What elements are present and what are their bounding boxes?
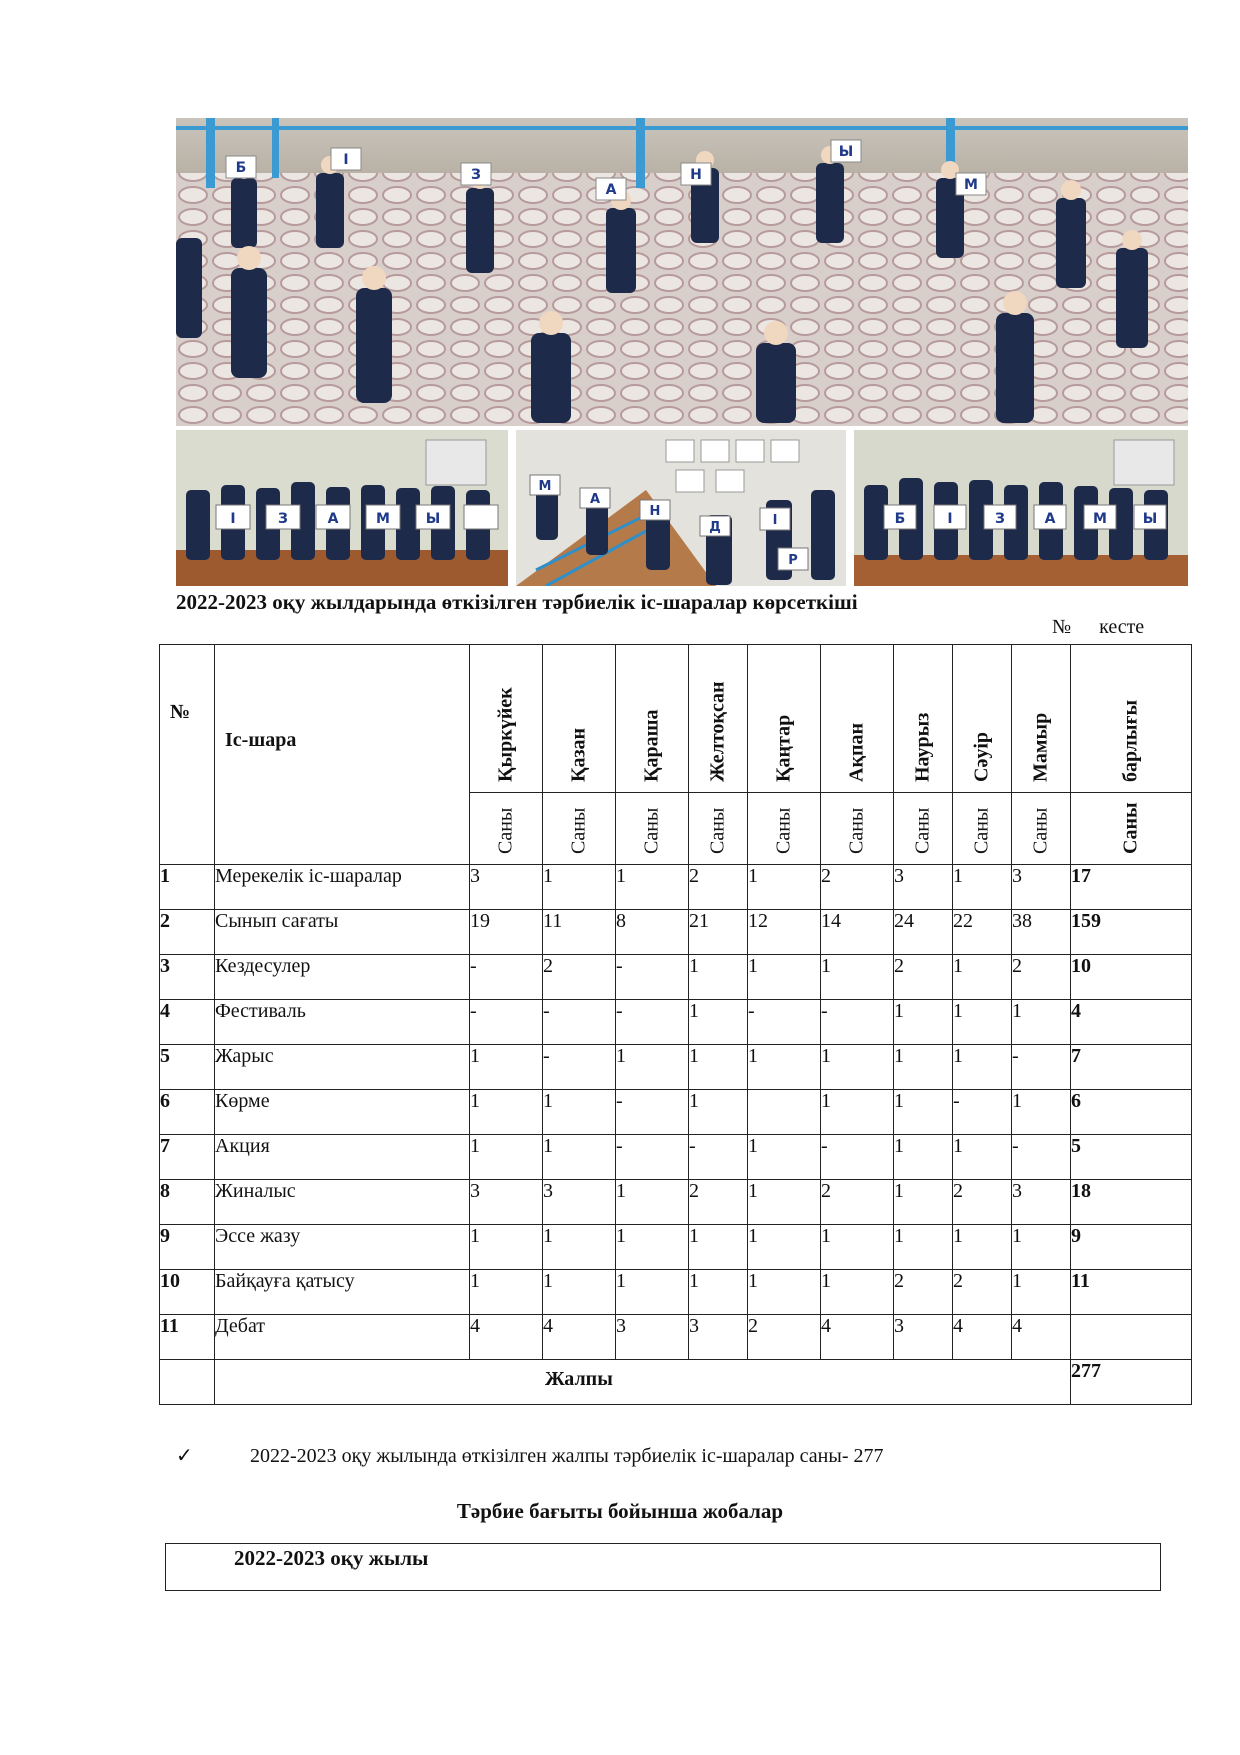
month-count: 1	[470, 1135, 543, 1180]
month-count: 1	[748, 955, 821, 1000]
month-count: -	[616, 1090, 689, 1135]
sign-letter: М	[964, 177, 978, 193]
month-count: 1	[894, 1135, 953, 1180]
month-count: 3	[894, 1315, 953, 1360]
count-label: Саны	[894, 793, 953, 865]
row-total: 9	[1071, 1225, 1192, 1270]
table-word: кесте	[1099, 616, 1145, 638]
summary-line	[176, 1443, 883, 1468]
table-caption: 2022-2023 оқу жылдарында өткізілген тәрбиелік іс-шаралар көрсеткіші	[176, 590, 858, 614]
month-count: -	[821, 1000, 894, 1045]
event-name: Эссе жазу	[215, 1225, 470, 1270]
header-month: Қараша	[616, 645, 689, 793]
row-number: 10	[160, 1270, 215, 1315]
row-number: 7	[160, 1135, 215, 1180]
month-count: -	[616, 1000, 689, 1045]
month-count: 1	[748, 865, 821, 910]
month-count: -	[689, 1135, 748, 1180]
month-count: -	[616, 955, 689, 1000]
row-number: 1	[160, 865, 215, 910]
month-count: -	[953, 1090, 1012, 1135]
month-count: 1	[821, 1045, 894, 1090]
table-row	[160, 1315, 1192, 1360]
header-month: Қыркүйек	[470, 645, 543, 793]
header-month: Наурыз	[894, 645, 953, 793]
table-row	[160, 1225, 1192, 1270]
projects-title: Тәрбие бағыты бойынша жобалар	[456, 1499, 784, 1523]
month-count: 2	[543, 955, 616, 1000]
month-count: 21	[689, 910, 748, 955]
month-count: 1	[748, 1270, 821, 1315]
month-count: 1	[953, 1045, 1012, 1090]
header-month: Ақпан	[821, 645, 894, 793]
table-number-label	[1052, 616, 1144, 639]
sign-letter: М	[538, 479, 552, 494]
month-count: 1	[894, 1180, 953, 1225]
row-total: 11	[1071, 1270, 1192, 1315]
event-name: Фестиваль	[215, 1000, 470, 1045]
month-count: 1	[470, 1045, 543, 1090]
header-month: Қаңтар	[748, 645, 821, 793]
sign-letter: А	[605, 182, 617, 198]
sign-letter: М	[1093, 511, 1107, 527]
row-number: 8	[160, 1180, 215, 1225]
month-count: 2	[894, 955, 953, 1000]
row-number: 6	[160, 1090, 215, 1135]
count-label: Саны	[953, 793, 1012, 865]
row-total: 5	[1071, 1135, 1192, 1180]
row-total: 18	[1071, 1180, 1192, 1225]
month-count: 1	[1012, 1225, 1071, 1270]
month-count: 2	[821, 865, 894, 910]
month-count: 1	[894, 1000, 953, 1045]
month-count: 12	[748, 910, 821, 955]
count-label: Саны	[1012, 793, 1071, 865]
month-count: 2	[689, 1180, 748, 1225]
event-name: Байқауға қатысу	[215, 1270, 470, 1315]
row-number: 5	[160, 1045, 215, 1090]
table-row	[160, 1045, 1192, 1090]
row-total: 17	[1071, 865, 1192, 910]
month-count: 1	[616, 1225, 689, 1270]
row-number: 3	[160, 955, 215, 1000]
month-count: -	[1012, 1135, 1071, 1180]
row-number: 9	[160, 1225, 215, 1270]
sign-letter: Д	[709, 520, 721, 535]
header-number: №	[160, 645, 215, 865]
year-box-label: 2022-2023 оқу жылы	[234, 1546, 429, 1570]
month-count: 1	[689, 955, 748, 1000]
row-number: 11	[160, 1315, 215, 1360]
month-count: 1	[1012, 1000, 1071, 1045]
month-count: 19	[470, 910, 543, 955]
header-month: Сәуір	[953, 645, 1012, 793]
month-count: 3	[470, 1180, 543, 1225]
table-row	[160, 1000, 1192, 1045]
table-row	[160, 1090, 1192, 1135]
month-count: 8	[616, 910, 689, 955]
month-count: 3	[1012, 865, 1071, 910]
number-symbol: №	[1052, 616, 1072, 638]
month-count: 1	[616, 1270, 689, 1315]
event-name: Жарыс	[215, 1045, 470, 1090]
month-count: 22	[953, 910, 1012, 955]
summary-text: 2022-2023 оқу жылында өткізілген жалпы тәрбиелік іс-шаралар саны- 277	[250, 1445, 884, 1467]
month-count: 1	[953, 1225, 1012, 1270]
sign-letter: Ы	[1142, 511, 1158, 527]
sign-letter: М	[376, 511, 390, 527]
row-number: 4	[160, 1000, 215, 1045]
month-count: 1	[748, 1225, 821, 1270]
row-total: 10	[1071, 955, 1192, 1000]
month-count: 1	[543, 1270, 616, 1315]
month-count: 4	[821, 1315, 894, 1360]
month-count: 1	[953, 865, 1012, 910]
month-count: 1	[894, 1045, 953, 1090]
month-count: 1	[821, 1090, 894, 1135]
sign-letter: І	[947, 511, 953, 527]
month-count: 1	[543, 1135, 616, 1180]
month-count: 2	[821, 1180, 894, 1225]
count-label-total: Саны	[1071, 793, 1192, 865]
month-count: 1	[1012, 1090, 1071, 1135]
sign-letter: Н	[690, 167, 702, 183]
month-count: -	[543, 1000, 616, 1045]
month-count: 1	[689, 1270, 748, 1315]
month-count: 3	[894, 865, 953, 910]
month-count: 1	[748, 1180, 821, 1225]
month-count: 1	[894, 1225, 953, 1270]
month-count: 38	[1012, 910, 1071, 955]
month-count: -	[748, 1000, 821, 1045]
row-number: 2	[160, 910, 215, 955]
month-count: 4	[470, 1315, 543, 1360]
month-count	[748, 1090, 821, 1135]
month-count: 1	[689, 1090, 748, 1135]
grand-total-value: 277	[1071, 1360, 1192, 1405]
month-count: 1	[953, 1000, 1012, 1045]
month-count: 1	[543, 865, 616, 910]
sign-letter: І	[772, 513, 778, 528]
month-count: 2	[894, 1270, 953, 1315]
month-count: 1	[616, 1045, 689, 1090]
header-event: Іс-шара	[215, 645, 470, 865]
sign-letter: З	[278, 511, 288, 527]
month-count: 3	[616, 1315, 689, 1360]
month-count: 1	[543, 1225, 616, 1270]
month-count: 4	[1012, 1315, 1071, 1360]
table-row	[160, 1180, 1192, 1225]
month-count: 1	[689, 1000, 748, 1045]
header-total: барлығы	[1071, 645, 1192, 793]
month-count: 1	[543, 1090, 616, 1135]
month-count: 14	[821, 910, 894, 955]
month-count: 1	[748, 1135, 821, 1180]
table-row	[160, 865, 1192, 910]
month-count: 1	[953, 1135, 1012, 1180]
month-count: 3	[689, 1315, 748, 1360]
sign-letter: А	[327, 511, 339, 527]
school-yard-photo	[176, 118, 1188, 426]
month-count: 1	[748, 1045, 821, 1090]
month-count: 2	[689, 865, 748, 910]
event-name: Кездесулер	[215, 955, 470, 1000]
month-count: 2	[1012, 955, 1071, 1000]
event-name: Көрме	[215, 1090, 470, 1135]
month-count: -	[616, 1135, 689, 1180]
month-count: 3	[470, 865, 543, 910]
count-label: Саны	[616, 793, 689, 865]
count-label: Саны	[470, 793, 543, 865]
month-count: -	[470, 955, 543, 1000]
month-count: -	[470, 1000, 543, 1045]
month-count: 2	[748, 1315, 821, 1360]
month-count: 11	[543, 910, 616, 955]
month-count: 4	[543, 1315, 616, 1360]
row-total: 4	[1071, 1000, 1192, 1045]
month-count: 1	[821, 1270, 894, 1315]
month-count: -	[821, 1135, 894, 1180]
grand-total-row	[160, 1360, 1192, 1405]
sign-letter: З	[471, 167, 481, 183]
sign-letter: І	[230, 511, 236, 527]
month-count: 1	[470, 1225, 543, 1270]
header-month: Мамыр	[1012, 645, 1071, 793]
month-count: 1	[821, 955, 894, 1000]
month-count: 2	[953, 1180, 1012, 1225]
count-label: Саны	[748, 793, 821, 865]
month-count: -	[1012, 1045, 1071, 1090]
month-count: 1	[894, 1090, 953, 1135]
event-name: Акция	[215, 1135, 470, 1180]
month-count: 3	[543, 1180, 616, 1225]
events-table	[159, 644, 1192, 1405]
sign-letter: Ы	[425, 511, 441, 527]
sign-letter: І	[343, 152, 349, 168]
month-count: 1	[1012, 1270, 1071, 1315]
table-row	[160, 955, 1192, 1000]
header-month: Қазан	[543, 645, 616, 793]
month-count: 4	[953, 1315, 1012, 1360]
month-count: 1	[616, 1180, 689, 1225]
table-header-row	[160, 645, 1192, 793]
row-total	[1071, 1315, 1192, 1360]
row-total: 159	[1071, 910, 1192, 955]
month-count: 1	[470, 1090, 543, 1135]
month-count: 3	[1012, 1180, 1071, 1225]
month-count: 1	[821, 1225, 894, 1270]
sign-letter: А	[589, 492, 601, 507]
month-count: 1	[689, 1225, 748, 1270]
month-count: 2	[953, 1270, 1012, 1315]
sign-letter: З	[995, 511, 1005, 527]
sign-letter: Ы	[838, 144, 854, 160]
year-box	[165, 1543, 1161, 1591]
checkmark-icon: ✓	[176, 1445, 193, 1467]
count-label: Саны	[689, 793, 748, 865]
staircase-photo	[516, 430, 846, 586]
month-count: 24	[894, 910, 953, 955]
grand-total-label: Жалпы	[215, 1360, 1071, 1405]
classroom-photo-1	[176, 430, 508, 586]
table-row	[160, 1270, 1192, 1315]
month-count: 1	[616, 865, 689, 910]
event-name: Дебат	[215, 1315, 470, 1360]
header-month: Желтоқсан	[689, 645, 748, 793]
sign-letter: Н	[649, 504, 661, 519]
sign-letter: Р	[788, 553, 798, 568]
count-label: Саны	[821, 793, 894, 865]
month-count: 1	[689, 1045, 748, 1090]
sign-letter: Б	[894, 511, 906, 527]
month-count: 1	[470, 1270, 543, 1315]
row-total: 6	[1071, 1090, 1192, 1135]
event-name: Сынып сағаты	[215, 910, 470, 955]
sign-letter: Б	[235, 160, 247, 176]
table-row	[160, 1135, 1192, 1180]
photo-collage	[176, 118, 1188, 586]
count-label: Саны	[543, 793, 616, 865]
table-row	[160, 910, 1192, 955]
row-total: 7	[1071, 1045, 1192, 1090]
classroom-photo-2	[854, 430, 1188, 586]
month-count: 1	[953, 955, 1012, 1000]
event-name: Жиналыс	[215, 1180, 470, 1225]
event-name: Мерекелік іс-шаралар	[215, 865, 470, 910]
sign-letter: А	[1044, 511, 1056, 527]
month-count: -	[543, 1045, 616, 1090]
